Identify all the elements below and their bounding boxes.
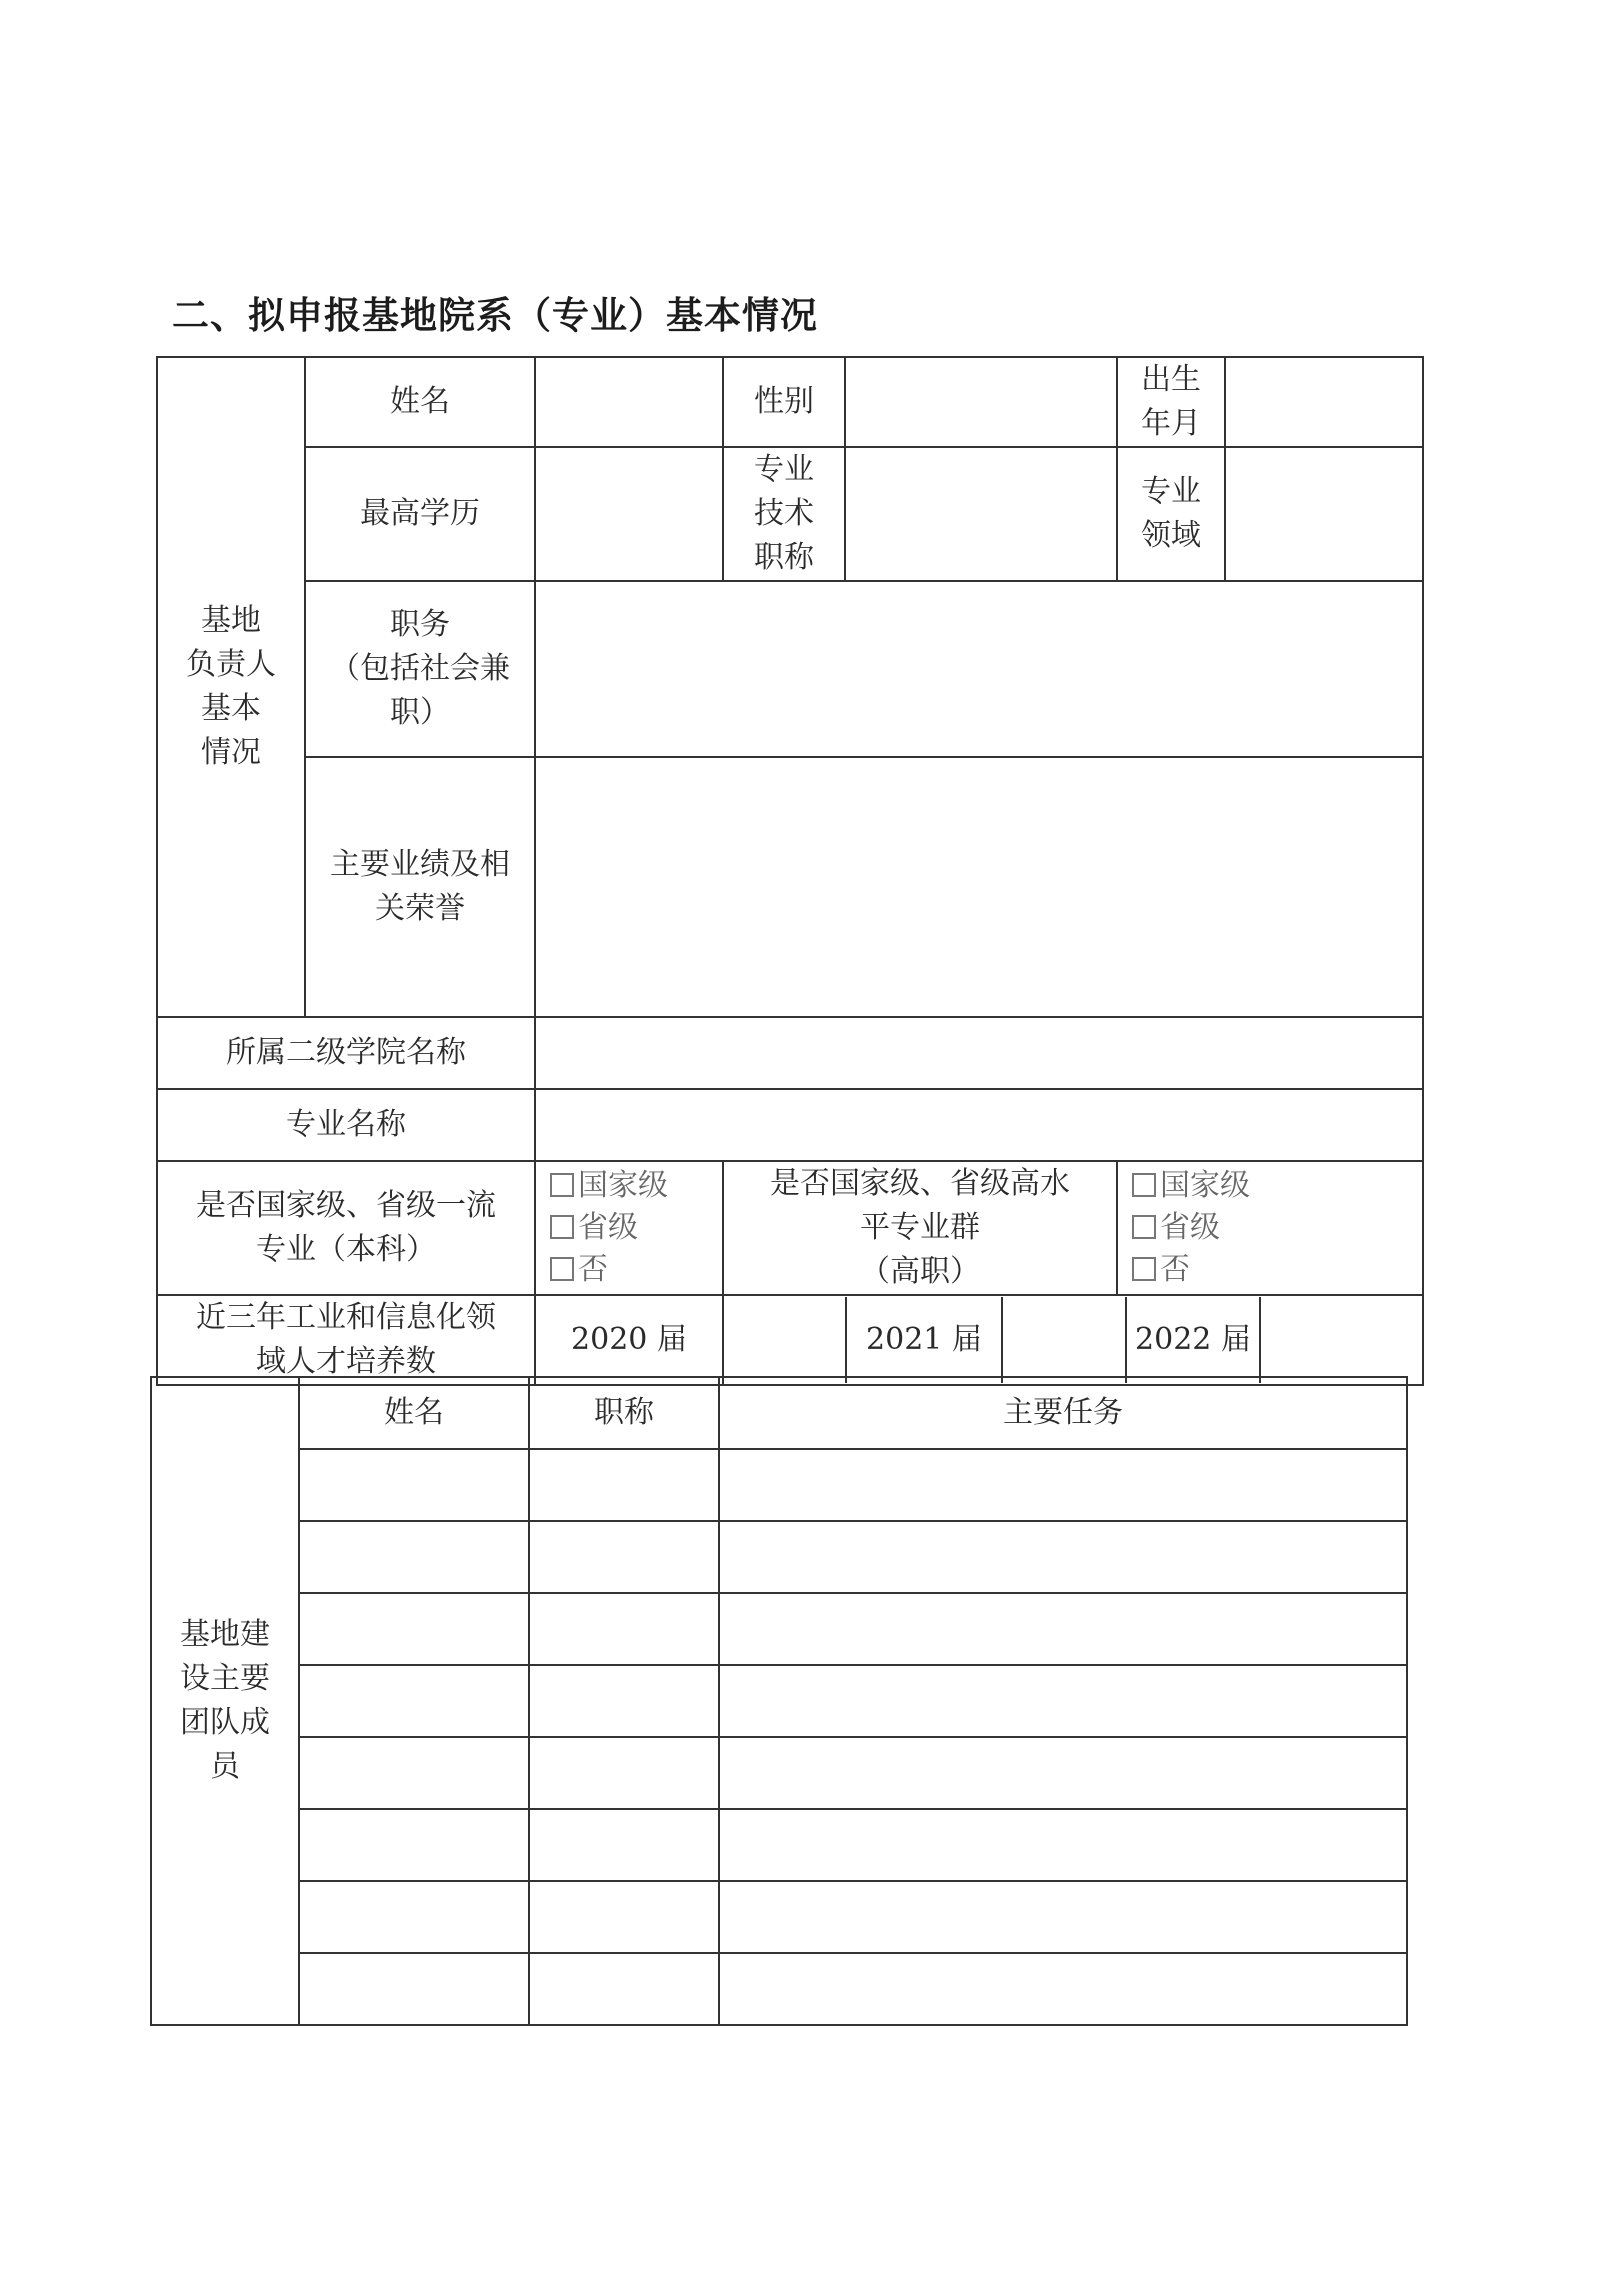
table-row — [151, 1737, 1407, 1809]
tech-title-label: 专业 技术 职称 — [723, 447, 845, 581]
team-title-cell[interactable] — [529, 1665, 719, 1737]
checkbox-icon[interactable] — [550, 1257, 574, 1281]
team-title-cell[interactable] — [529, 1953, 719, 2025]
table-row — [151, 1881, 1407, 1953]
team-task-cell[interactable] — [719, 1521, 1407, 1593]
year-2022-field[interactable] — [1260, 1297, 1422, 1383]
team-name-cell[interactable] — [299, 1809, 529, 1881]
section-title: 二、拟申报基地院系（专业）基本情况 — [172, 294, 818, 337]
leader-group-label: 基地 负责人 基本 情况 — [157, 357, 305, 1017]
team-col-title: 职称 — [529, 1377, 719, 1449]
major-label: 专业名称 — [157, 1089, 535, 1161]
team-name-cell[interactable] — [299, 1521, 529, 1593]
first-class-options — [535, 1161, 723, 1295]
major-field[interactable] — [535, 1089, 1423, 1161]
table-row — [151, 1593, 1407, 1665]
table-row — [151, 1449, 1407, 1521]
college-field[interactable] — [535, 1017, 1423, 1089]
team-title-cell[interactable] — [529, 1809, 719, 1881]
field-field[interactable] — [1225, 447, 1423, 581]
team-task-cell[interactable] — [719, 1737, 1407, 1809]
education-field[interactable] — [535, 447, 723, 581]
education-label: 最高学历 — [305, 447, 535, 581]
year-2020-label: 2020 届 — [535, 1295, 723, 1385]
first-class-option-provincial[interactable]: 省级 — [550, 1207, 718, 1249]
team-table — [150, 1376, 1408, 2026]
high-level-option-no[interactable]: 否 — [1132, 1249, 1418, 1291]
team-title-cell[interactable] — [529, 1521, 719, 1593]
checkbox-icon[interactable] — [1132, 1257, 1156, 1281]
checkbox-icon[interactable] — [550, 1215, 574, 1239]
team-name-cell[interactable] — [299, 1953, 529, 2025]
year-2022-label: 2022 届 — [1126, 1297, 1260, 1383]
name-label: 姓名 — [305, 357, 535, 447]
achievements-label: 主要业绩及相 关荣誉 — [305, 757, 535, 1017]
duty-label: 职务 （包括社会兼 职） — [305, 581, 535, 757]
first-class-option-no[interactable]: 否 — [550, 1249, 718, 1291]
tech-title-field[interactable] — [845, 447, 1117, 581]
high-level-option-national[interactable]: 国家级 — [1132, 1165, 1418, 1207]
years-row — [723, 1295, 1423, 1385]
team-title-cell[interactable] — [529, 1449, 719, 1521]
gender-label: 性别 — [723, 357, 845, 447]
high-level-label: 是否国家级、省级高水 平专业群 （高职） — [723, 1161, 1117, 1295]
talent-label: 近三年工业和信息化领 域人才培养数 — [157, 1295, 535, 1385]
team-name-cell[interactable] — [299, 1881, 529, 1953]
team-group-label: 基地建 设主要 团队成 员 — [151, 1377, 299, 2025]
name-field[interactable] — [535, 357, 723, 447]
team-name-cell[interactable] — [299, 1665, 529, 1737]
team-title-cell[interactable] — [529, 1881, 719, 1953]
achievements-field[interactable] — [535, 757, 1423, 1017]
team-task-cell[interactable] — [719, 1449, 1407, 1521]
team-title-cell[interactable] — [529, 1593, 719, 1665]
birth-label: 出生 年月 — [1117, 357, 1225, 447]
table-row — [151, 1809, 1407, 1881]
team-name-cell[interactable] — [299, 1593, 529, 1665]
birth-field[interactable] — [1225, 357, 1423, 447]
table-row — [151, 1953, 1407, 2025]
team-task-cell[interactable] — [719, 1953, 1407, 2025]
table-row — [151, 1665, 1407, 1737]
team-name-cell[interactable] — [299, 1737, 529, 1809]
team-col-name: 姓名 — [299, 1377, 529, 1449]
team-task-cell[interactable] — [719, 1593, 1407, 1665]
table-row — [151, 1521, 1407, 1593]
team-col-task: 主要任务 — [719, 1377, 1407, 1449]
team-task-cell[interactable] — [719, 1809, 1407, 1881]
base-info-table — [156, 356, 1424, 1386]
team-task-cell[interactable] — [719, 1881, 1407, 1953]
team-name-cell[interactable] — [299, 1449, 529, 1521]
team-title-cell[interactable] — [529, 1737, 719, 1809]
checkbox-icon[interactable] — [550, 1173, 574, 1197]
year-2020-field[interactable] — [724, 1297, 846, 1383]
first-class-label: 是否国家级、省级一流 专业（本科） — [157, 1161, 535, 1295]
gender-field[interactable] — [845, 357, 1117, 447]
duty-field[interactable] — [535, 581, 1423, 757]
high-level-option-provincial[interactable]: 省级 — [1132, 1207, 1418, 1249]
first-class-option-national[interactable]: 国家级 — [550, 1165, 718, 1207]
college-label: 所属二级学院名称 — [157, 1017, 535, 1089]
checkbox-icon[interactable] — [1132, 1173, 1156, 1197]
year-2021-label: 2021 届 — [846, 1297, 1002, 1383]
field-label: 专业 领域 — [1117, 447, 1225, 581]
team-task-cell[interactable] — [719, 1665, 1407, 1737]
high-level-options — [1117, 1161, 1423, 1295]
year-2021-field[interactable] — [1002, 1297, 1126, 1383]
checkbox-icon[interactable] — [1132, 1215, 1156, 1239]
